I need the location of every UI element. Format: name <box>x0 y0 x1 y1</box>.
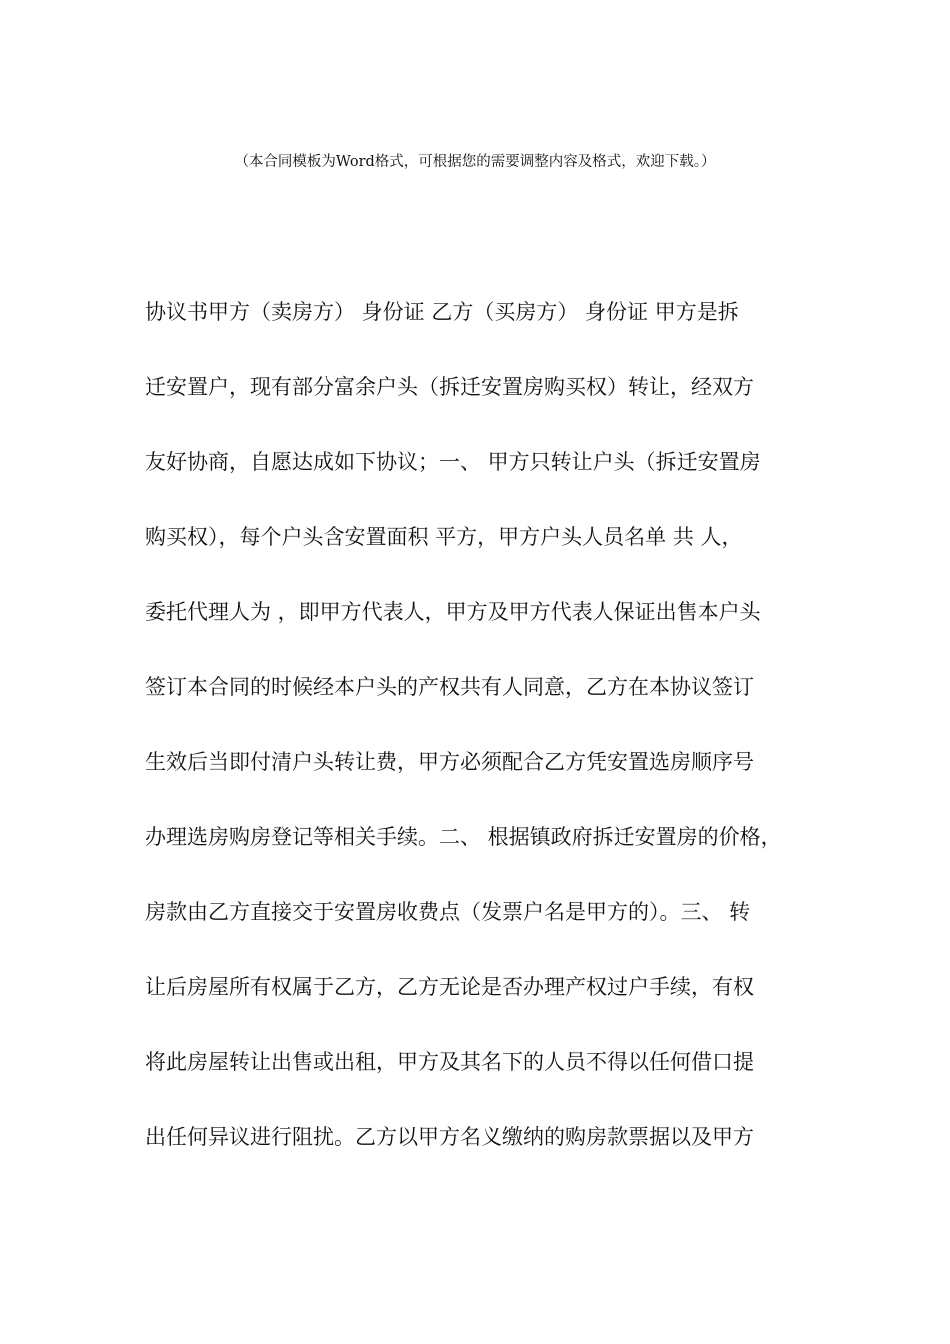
body-line: 购买权），每个户头含安置面积 平方，甲方户头人员名单 共 人， <box>145 525 743 549</box>
body-line: 生效后当即付清户头转让费，甲方必须配合乙方凭安置选房顺序号 <box>145 750 754 774</box>
body-line: 迁安置户，现有部分富余户头（拆迁安置房购买权）转让，经双方 <box>145 375 754 399</box>
body-line: 签订本合同的时候经本户头的产权共有人同意，乙方在本协议签订 <box>145 675 754 699</box>
body-line: 委托代理人为 ，即甲方代表人，甲方及甲方代表人保证出售本户头 <box>145 600 761 624</box>
body-line: 友好协商，自愿达成如下协议；一、 甲方只转让户头（拆迁安置房 <box>145 450 761 474</box>
body-line: 出任何异议进行阻扰。乙方以甲方名义缴纳的购房款票据以及甲方 <box>145 1125 754 1149</box>
body-line: 让后房屋所有权属于乙方，乙方无论是否办理产权过户手续，有权 <box>145 975 754 999</box>
template-note: （本合同模板为Word格式，可根据您的需要调整内容及格式，欢迎下载。） <box>234 154 716 170</box>
body-line: 办理选房购房登记等相关手续。二、 根据镇政府拆迁安置房的价格， <box>145 825 782 849</box>
body-line: 协议书甲方（卖房方） 身份证 乙方（买房方） 身份证 甲方是拆 <box>145 300 739 324</box>
body-line: 将此房屋转让出售或出租，甲方及其名下的人员不得以任何借口提 <box>145 1050 754 1074</box>
body-line: 房款由乙方直接交于安置房收费点（发票户名是甲方的）。三、 转 <box>145 900 751 924</box>
agreement-body <box>145 292 835 1192</box>
